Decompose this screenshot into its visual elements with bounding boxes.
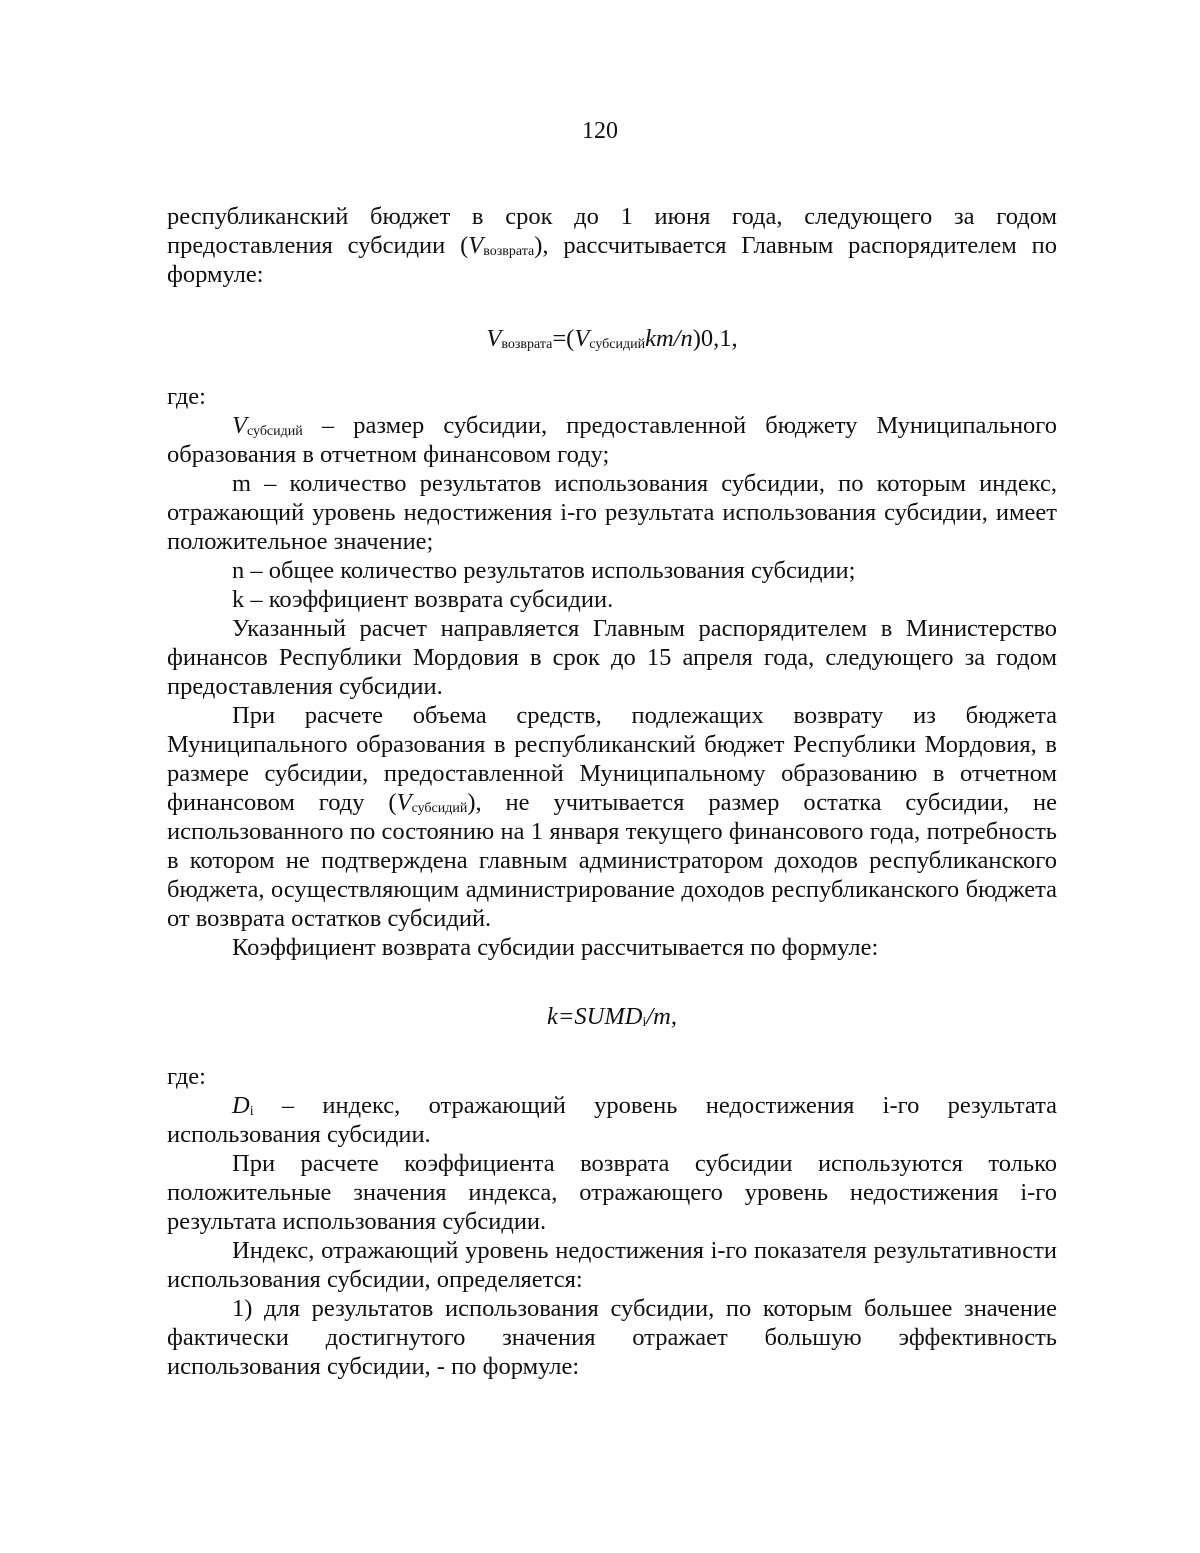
opening-block (167, 202, 1057, 289)
definitions-block (167, 382, 1057, 962)
paragraph-return-volume: республиканский бюджет в срок до 1 июня года, следующего за годом предоставления субсидии (Vвозврата), рассчитывается Главным распорядителем по формуле: (167, 203, 1057, 288)
formula-coefficient-line: k=SUMDi/m, (547, 1003, 677, 1030)
paragraph-index-definition: Индекс, отражающий уровень недостижения i-го показателя результативности использования субсидии, определяется: (167, 1237, 1057, 1293)
index-block (167, 1062, 1057, 1381)
definition-v-subsidy: Vсубсидий – размер субсидии, предоставленной бюджету Муниципального образования в отчетном финансовом году; (167, 412, 1057, 468)
formula-return-line: Vвозврата=(Vсубсидийkm/n)0,1, (486, 325, 738, 352)
definition-n: n – общее количество результатов использования субсидии; (232, 557, 856, 584)
page-number: 120 (582, 118, 618, 144)
formula-return (167, 324, 1057, 353)
paragraph-volume-calculation: При расчете объема средств, подлежащих возврату из бюджета Муниципального образования в республиканский бюджет Республики Мордовия, в размере субсидии, предоставленной Муниципальному образованию в отчетном финансовом году (Vсубсидий), не учитывается размер остатка субсидии, не использованного по состоянию на 1 января текущего финансового года, потребность в котором не подтверждена главным администратором доходов республиканского бюджета, осуществляющим администрирование доходов республиканского бюджета от возврата остатков субсидий. (167, 702, 1057, 932)
paragraph-positive-values: При расчете коэффициента возврата субсидии используются только положительные значения индекса, отражающего уровень недостижения i-го результата использования субсидии. (167, 1150, 1057, 1235)
paragraph-calculation-sent: Указанный расчет направляется Главным распорядителем в Министерство финансов Республики Мордовия в срок до 15 апреля года, следующего за годом предоставления субсидии. (167, 615, 1057, 700)
definition-k: k – коэффициент возврата субсидии. (232, 586, 614, 613)
definition-m: m – количество результатов использования субсидии, по которым индекс, отражающий уровень недостижения i-го результата использования субсидии, имеет положительное значение; (167, 470, 1057, 555)
where-label: где: (167, 383, 206, 410)
where-label-2: где: (167, 1063, 206, 1090)
formula-coefficient (167, 1002, 1057, 1031)
paragraph-item-1: 1) для результатов использования субсидии, по которым большее значение фактически достигнутого значения отражает большую эффективность использования субсидии, - по формуле: (167, 1295, 1057, 1380)
definition-d-index: Di – индекс, отражающий уровень недостижения i-го результата использования субсидии. (167, 1092, 1057, 1148)
paragraph-coefficient: Коэффициент возврата субсидии рассчитывается по формуле: (232, 934, 879, 961)
